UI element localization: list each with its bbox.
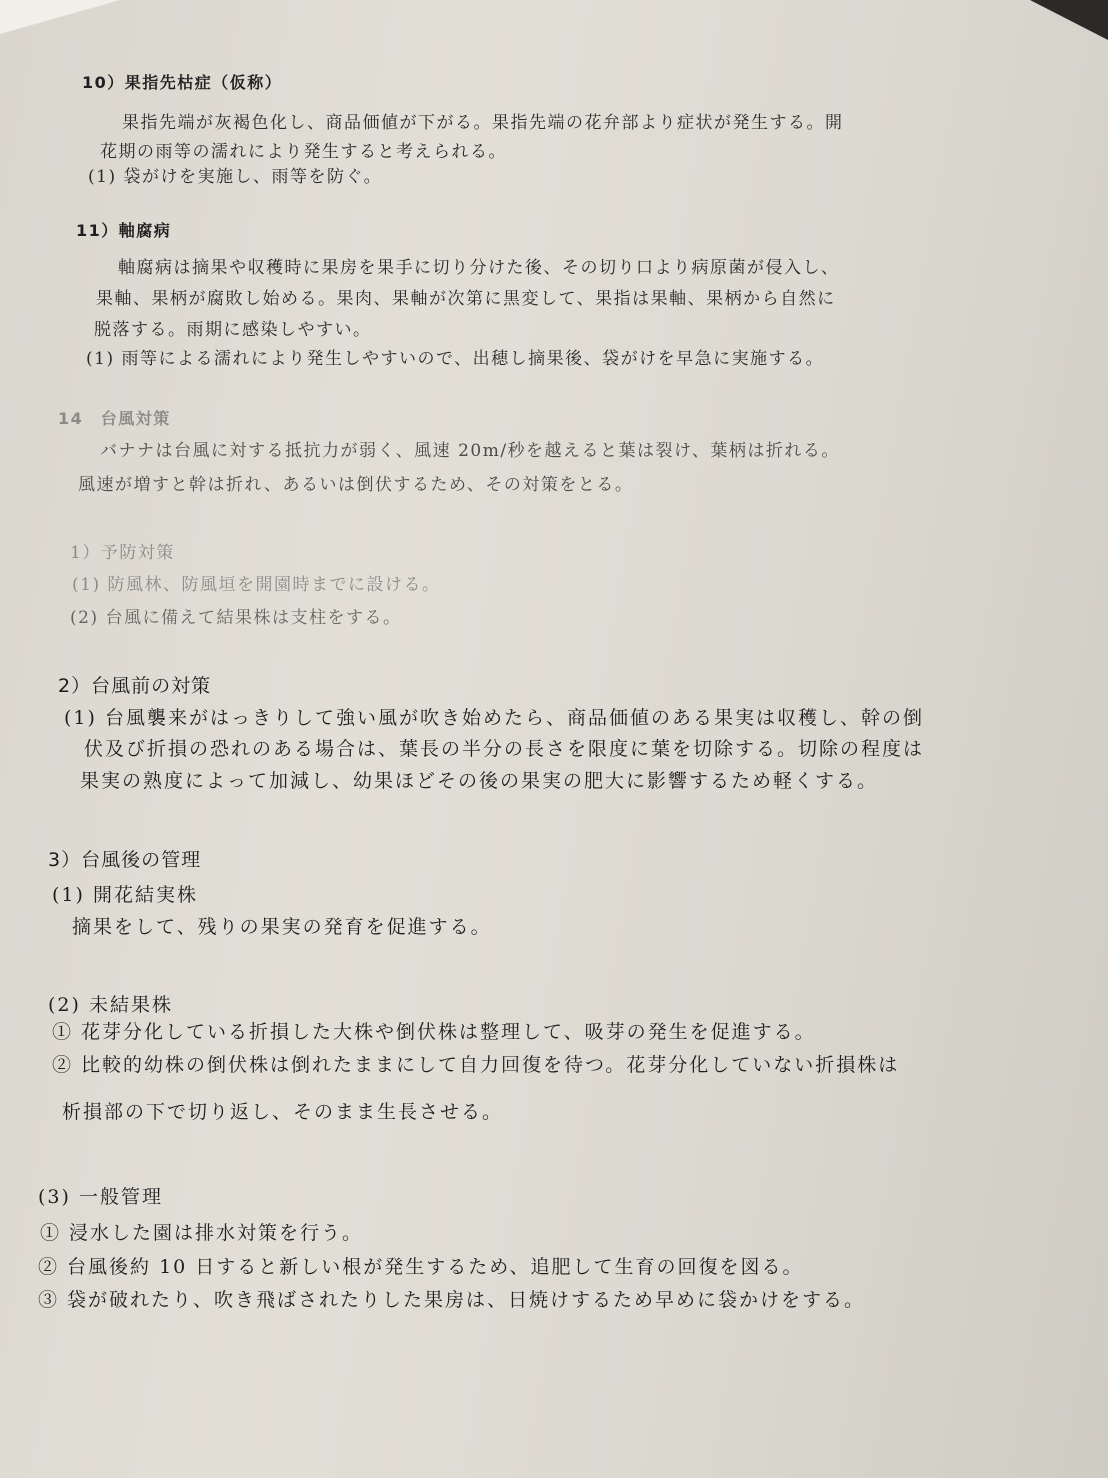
subsection-2-heading: 2）台風前の対策 — [58, 675, 212, 697]
section-10-para-line: 花期の雨等の濡れにより発生すると考えられる。 — [100, 142, 507, 162]
subsection-3-heading: 3）台風後の管理 — [48, 849, 202, 871]
subsection-3-2-heading: (2) 未結果株 — [48, 994, 173, 1016]
subsection-3-2-item-cont: 析損部の下で切り返し、そのまま生長させる。 — [62, 1101, 504, 1123]
section-11-heading: 11）軸腐病 — [76, 221, 172, 240]
subsection-1-heading: 1）予防対策 — [70, 543, 175, 563]
subsection-1-item: (1) 防風林、防風垣を開園時までに設ける。 — [72, 575, 441, 595]
section-14-heading: 14 台風対策 — [58, 409, 171, 428]
subsection-3-2-item: ① 花芽分化している折損した大株や倒伏株は整理して、吸芽の発生を促進する。 — [52, 1021, 816, 1043]
subsection-3-3-item: ① 浸水した園は排水対策を行う。 — [40, 1222, 364, 1244]
section-10-item: (1) 袋がけを実施し、雨等を防ぐ。 — [88, 167, 383, 187]
subsection-2-para-line: 伏及び折損の恐れのある場合は、葉長の半分の長さを限度に葉を切除する。切除の程度は — [84, 738, 925, 760]
subsection-3-3-heading: (3) 一般管理 — [38, 1186, 163, 1208]
subsection-3-3-item: ② 台風後約 10 日すると新しい根が発生するため、追肥して生育の回復を図る。 — [38, 1256, 804, 1278]
section-11-para-line: 脱落する。雨期に感染しやすい。 — [94, 320, 372, 340]
subsection-3-1-heading: (1) 開花結実株 — [52, 884, 198, 906]
subsection-3-2-item: ② 比較的幼株の倒伏株は倒れたままにして自力回復を待つ。花芽分化していない折損株は — [52, 1054, 900, 1076]
section-14-para-line: 風速が増すと幹は折れ、あるいは倒伏するため、その対策をとる。 — [78, 475, 634, 495]
subsection-1-item: (2) 台風に備えて結果株は支柱をする。 — [70, 608, 402, 628]
section-14-para-line: バナナは台風に対する抵抗力が弱く、風速 20m/秒を越えると葉は裂け、葉柄は折れる。 — [100, 441, 840, 461]
subsection-3-3-item: ③ 袋が破れたり、吹き飛ばされたりした果房は、日焼けするため早めに袋かけをする。 — [38, 1289, 866, 1311]
subsection-2-para-line: 果実の熟度によって加減し、幼果ほどその後の果実の肥大に影響するため軽くする。 — [80, 770, 879, 792]
subsection-3-1-text: 摘果をして、残りの果実の発育を促進する。 — [72, 916, 492, 938]
section-11-item: (1) 雨等による濡れにより発生しやすいので、出穂し摘果後、袋がけを早急に実施する。 — [86, 349, 825, 369]
section-10-heading: 10）果指先枯症（仮称） — [82, 73, 283, 92]
section-11-para-line: 軸腐病は摘果や収穫時に果房を果手に切り分けた後、その切り口より病原菌が侵入し、 — [118, 258, 840, 278]
section-10-para-line: 果指先端が灰褐色化し、商品価値が下がる。果指先端の花弁部より症状が発生する。開 — [122, 113, 844, 133]
subsection-2-para-line: (1) 台風襲来がはっきりして強い風が吹き始めたら、商品価値のある果実は収穫し、幹の倒 — [64, 707, 924, 729]
section-11-para-line: 果軸、果柄が腐敗し始める。果肉、果軸が次第に黒変して、果指は果軸、果柄から自然に — [96, 289, 836, 309]
